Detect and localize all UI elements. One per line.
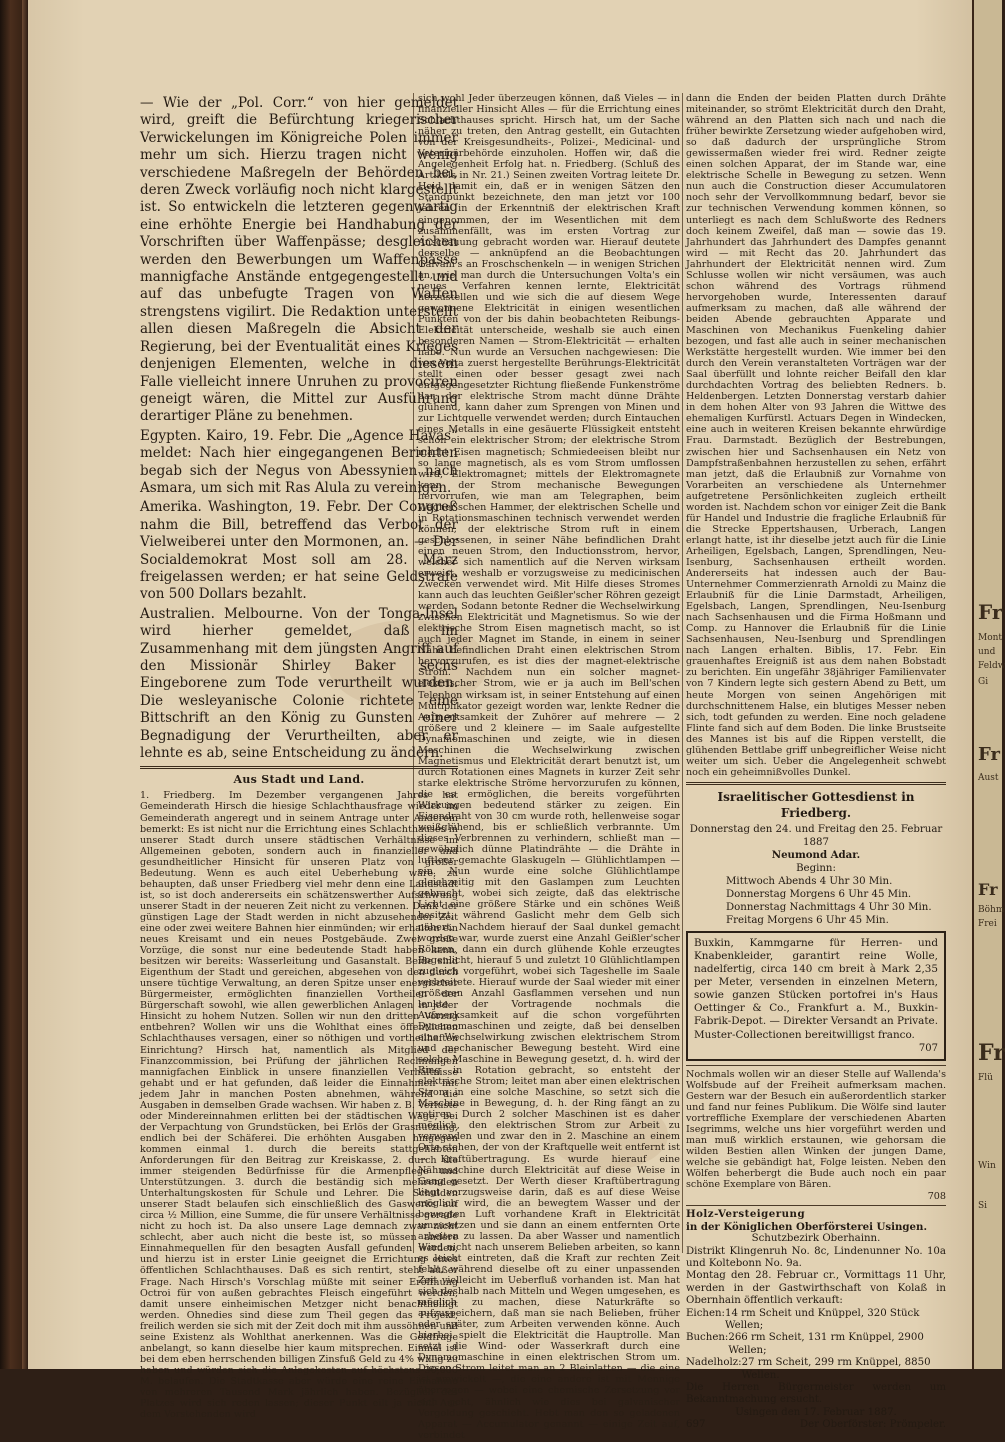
wood-name: Eichen: bbox=[686, 1307, 725, 1319]
edge-fragment: Fr bbox=[978, 600, 1003, 624]
auction-ref: 697 bbox=[686, 1419, 706, 1431]
notice-name: Neumond Adar. bbox=[771, 848, 861, 861]
advert-buxkin-text: Buxkin, Kammgarne für Herren- und Knabenkleider, garantirt reine Wolle, nadelfertig, circa 140 cm breit à Mark 2,35 per Meter, versenden in einzelnen Metern, sowie ganzen Stücken portofrei in's Haus Oettinger & Co., Frankfurt a. M., Buxkin-Fabrik-Depot. — Direkter Versandt an Private. Muster-Collectionen bereitwilligst franco. bbox=[694, 936, 938, 1041]
auction-date: Usingen den 17. Februar 1887. bbox=[735, 1406, 897, 1418]
edge-fragment: Feldw bbox=[978, 661, 1005, 671]
notice-time: Donnerstag Morgens 6 Uhr 45 Min. bbox=[726, 888, 912, 900]
next-page-edge bbox=[972, 0, 1005, 1369]
article-america: Amerika. Washington, 19. Febr. Der Congreß nahm die Bill, betreffend das Verbot der Vielweiberei unter den Mormonen, an. — Der Socialdemokrat Most soll am 28. März freigelassen werden; er hat seine Geldstrafe von 500 Dollars bezahlt. bbox=[140, 499, 458, 603]
notice-time: Mittwoch Abends 4 Uhr 30 Min. bbox=[726, 875, 893, 887]
edge-fragment: Mont bbox=[978, 633, 1003, 643]
worship-notice bbox=[686, 789, 946, 927]
edge-fragment: Böhm bbox=[978, 905, 1005, 915]
edge-fragment: Fr bbox=[978, 744, 1000, 765]
auction-footer bbox=[686, 1419, 946, 1431]
advert-ref: 707 bbox=[918, 1042, 938, 1054]
notice-time: Donnerstag Nachmittags 4 Uhr 30 Min. bbox=[726, 901, 932, 913]
notice-title: Israelitischer Gottesdienst in Friedberg. bbox=[717, 789, 915, 820]
wood-amount: 27 rm Scheit, 299 rm Knüppel, 8850 Wellen. bbox=[741, 1357, 931, 1381]
auction-title: Holz-Versteigerung bbox=[686, 1208, 806, 1221]
edge-fragment: Win bbox=[978, 1161, 996, 1171]
notice-divider bbox=[686, 782, 946, 785]
article-poland: — Wie der „Pol. Corr.“ von hier gemeldet wird, greift die Befürchtung kriegerischer Verwickelungen im Königreiche Polen immer mehr um sich. Hierzu tragen nicht wenig verschiedene Maßregeln der Behörden bei, deren Zweck vorläufig noch nicht klargestellt ist. So entwickeln die letzteren gegenwärtig eine erhöhte Energie bei Handhabung der Vorschriften über Waffenpässe; desgleichen werden den Bewerbungen um Waffenpässe mannigfache Anstände entgegengestellt und auf das unbefugte Tragen von Waffen strengstens vigilirt. Die Redaktion unterstellt allen diesen Maßregeln die Absicht der Regierung, bei der Eventualität eines Krieges denjenigen Elementen, welche in diesem Falle vielleicht innere Unruhen zu provociren geneigt wären, die Mittel zur Ausführung derartiger Pläne zu benehmen. bbox=[140, 95, 458, 425]
wood-amount: 14 rm Scheit und Knüppel, 320 Stück Wellen; bbox=[724, 1307, 920, 1331]
wood-name: Nadelholz: bbox=[686, 1357, 742, 1369]
wood-name: Buchen: bbox=[686, 1332, 729, 1344]
edge-fragment: Gi bbox=[978, 677, 989, 687]
advert-wolfsbude bbox=[686, 1065, 946, 1207]
edge-fragment: Aust bbox=[978, 773, 999, 783]
section-title: Aus Stadt und Land. bbox=[233, 773, 365, 787]
auction-wood-row bbox=[686, 1332, 946, 1357]
article-friedberg-schlachthaus: 1. Friedberg. Im Dezember vergangenen Jahres hat Gemeinderath Hirsch die hiesige Schlachthausfrage wieder im Gemeinderath angeregt und in seinem Antrage unter Anderem bemerkt: Es ist nicht nur die Errichtung eines Schlachthauses in unserer Stadt durch unsere städtischen Verhältnisse im Allgemeinen geboten, sondern auch in finanzieller und gesundheitlicher Hinsicht für unseren Platz von großer Bedeutung. Wenn es auch eitel Ueberhebung wäre, zu behaupten, daß unser Friedberg viel mehr denn eine Landstadt ist, so ist doch andererseits ein schätzenswerther Aufschwung unserer Stadt in der neueren Zeit nicht zu verkennen. Dank der günstigen Lage der Stadt werden in nicht abzusehender Zeit eine oder zwei weitere Bahnen hier einmünden; wir erhalten ein neues Kreisamt und ein neues Postgebäude. Zwei große Vorzüge, die sonst nur eine bedeutende Stadt haben kann, besitzen wir bereits: Wasserleitung und Gasanstalt. Beide sind Eigenthum der Stadt und gereichen, abgesehen von den durch unsere tüchtige Verwaltung, an deren Spitze unser energischer Bürgermeister, ermöglichten finanziellen Vortheilen der Bürgerschaft sowohl, wie allen gewerblichen Anlagen in jeder Hinsicht zu hohem Nutzen. Sollen wir nun den dritten Vorzug entbehren? Wollen wir uns die Wohlthat eines öffentlichen Schlachthauses versagen, einer so nöthigen und vortheilhaften Einrichtung? Hirsch hat, namentlich als Mitglied der Finanzcommission, bei Prüfung der jährlichen Rechnungen mannigfachen Einblick in unsere finanziellen Verhältnisse gehabt und er hat gefunden, daß leider die Einnahmen mit jedem Jahr in manchen Posten abnehmen, während die Ausgaben in demselben Grade wachsen. Wir haben z. B. Verluste oder Mindereinnahmen erlitten bei der städtischen Wage, bei der Verpachtung von Grundstücken, bei Erlös der Grasnutzung, endlich bei der Schäferei. Die erhöhten Ausgaben hingegen kommen einmal 1. durch die bereits stattgehabten Anforderungen für den Beitrag zur Kreiskasse, 2. durch die immer steigenden Bedürfnisse für die Armenpflege und Unterstützungen. 3. durch die beständig sich mehrenden Unterhaltungskosten für Schule und Lehrer. Die Schulden unserer Stadt belaufen sich einschließlich des Gaswerks auf circa ½ Million, eine Summe, die für unsere Verhältnisse gerade nicht zu hoch ist. Da also unsere Lage demnach zwar nicht schlecht, aber auch nicht die beste ist, so müssen andere Einnahmequellen für den besagten Ausfall gefunden werden, und hierzu ist in erster Linie geeignet die Errichtung eines öffentlichen Schlachthauses. Daß es sich rentirt, steht außer Frage. Nach Hirsch's Vorschlag müßte mit seiner Eröffnung Octroi für von außen gebrachtes Fleisch eingeführt werden, damit unsere einheimischen Metzger nicht benachtheiligt werden. Ohnedies sind diese zum Theil gegen das Projekt, freilich werden sie sich mit der Zeit doch mit ihm aussöhnen und seine Existenz als Wohlthat anerkennen. Was die Geldfrage anbelangt, so kann dieselbe hier kaum mitsprechen. Einmal ist bei dem eben herrschenden billigen Zinsfuß Geld zu 4% willig zu haben und würden sich die Anlagekosten auf höchstens 30,000 M. belaufen. Die Stadtkasse aber würde eine reine Einnahme von mehreren Tausend Mark jährlich haben. Bezüglich des Platzes wird sich reden lassen; dieser Punkt eilt ja nicht. Aus dem Vorstehenden wird bbox=[140, 790, 458, 1421]
edge-fragment: Fr bbox=[978, 880, 998, 899]
column-left bbox=[140, 95, 458, 1421]
advert-auction bbox=[686, 1208, 946, 1431]
article-australia: Australien. Melbourne. Von der Tonga-Insel wird hierher gemeldet, daß im Zusammenhang mit dem jüngsten Angriff auf den Missionär Shirley Baker sechs Eingeborene zum Tode verurtheilt wurden. Die wesleyanische Colonie richtete eine Bittschrift an den König zu Gunsten einer Begnadigung der Verurtheilten, aber er lehnte es ab, seine Entscheidung zu ändern. bbox=[140, 605, 458, 762]
notice-begin: Beginn: bbox=[796, 862, 836, 874]
column-right bbox=[686, 93, 946, 1432]
auction-signature: Der Oberförster: Prömpeler. bbox=[799, 1419, 946, 1431]
advert-wolfsbude-text: Nochmals wollen wir an dieser Stelle auf Wallenda's Wolfsbude auf der Freiheit aufmerksam machen. Gestern war der Besuch ein außerordentlich starker und fand nur feines Publikum. Die Wölfe sind lauter vortreffliche Exemplare der verschiedenen Abarten Isegrimms, welche uns hier vorgeführt werden und man muß wirklich erstaunen, wie gehorsam die wilden Bestien allen Winken der jungen Dame, welche sie gebändigt hat, Folge leisten. Neben den Wölfen beherbergt die Bude auch noch ein paar schöne Exemplare von Bären. bbox=[686, 1068, 946, 1191]
edge-fragment: Frei bbox=[978, 919, 997, 929]
notice-time: Freitag Morgens 6 Uhr 45 Min. bbox=[726, 914, 889, 926]
column-middle bbox=[418, 93, 680, 1442]
auction-subtitle: in der Königlichen Oberförsterei Usingen. bbox=[686, 1220, 927, 1233]
wood-amount: 266 rm Scheit, 131 rm Knüppel, 2900 Wellen; bbox=[728, 1332, 924, 1356]
edge-fragment: und bbox=[978, 647, 996, 657]
section-divider bbox=[140, 766, 458, 769]
edge-fragment: Flü bbox=[978, 1073, 993, 1083]
advert-ref: 708 bbox=[927, 1191, 946, 1203]
edge-fragment: Fr bbox=[978, 1040, 1005, 1066]
edge-fragment: Si bbox=[978, 1201, 988, 1211]
article-local-news: dann die Enden der beiden Platten durch Drähte miteinander, so strömt Elektricität durch den Draht, während an den Platten sich nach und nach die früher bewirkte Zersetzung wieder aufgehoben wird, so daß dadurch der ursprüngliche Strom gewissermaßen wieder frei wird. Redner zeigte einen solchen Apparat, der im Stande war, eine elektrische Schelle in Bewegung zu setzen. Wenn nun auch die Construction dieser Accumulatoren noch sehr der Vervollkommnung bedarf, bevor sie zur technischen Verwendung kommen können, so unterliegt es nach dem Schlußworte des Redners doch keinem Zweifel, daß man — sowie das 19. Jahrhundert das Jahrhundert des Dampfes genannt wird — mit Recht das 20. Jahrhundert das Jahrhundert der Elektricität nennen wird. Zum Schlusse wollen wir nicht versäumen, was auch schon während des Vortrags rühmend hervorgehoben wurde, Interessenten darauf aufmerksam zu machen, daß alle während der beiden Abende gebrauchten Apparate und Maschinen von Mechanikus Fuenkeling dahier bezogen, und fast alle auch in seiner mechanischen Werkstätte hergestellt wurden. Wie immer bei den durch den Verein veranstalteten Vorträgen war der Saal überfüllt und lohnte reicher Beifall den klar durchdachten Vortrag des beliebten Redners. b. Heldenbergen. Letzten Donnerstag verstarb dahier in dem hohen Alter von 93 Jahren die Wittwe des ehemaligen Kurfürstl. Actuars Degen in Windecken, eine auch in weiteren Kreisen bekannte ehrwürdige Frau. Darmstadt. Bezüglich der Bestrebungen, zwischen hier und Sachsenhausen ein Netz von Dampfstraßenbahnen herzustellen zu sehen, erfährt man jetzt, daß die Erlaubniß zur Vornahme von Vorarbeiten an verschiedene als Unternehmer aufgetretene Persönlichkeiten zugleich ertheilt worden ist. Nachdem schon vor einiger Zeit die Bank für Handel und Industrie die fragliche Erlaubniß für die Strecke Eppertshausen, Urberach, Langen erlangt hatte, ist ihr dieselbe jetzt auch für die Linie Arheiligen, Egelsbach, Langen, Sprendlingen, Neu-Isenburg, Sachsenhausen ertheilt worden. Andererseits hat indessen auch der Bau-Unternehmer Commerzienrath Arnoldi zu Mainz die Erlaubniß für die Linie Darmstadt, Arheiligen, Egelsbach, Langen, Sprendlingen, Neu-Isenburg nach Sachsenhausen und die Firma Hoßmann und Comp. zu Hannover die Erlaubniß für die Linie Sachsenhausen, Neu-Isenburg und Sprendlingen nach Langen erhalten. Biblis, 17. Febr. Ein grauenhaftes Ereigniß ist aus dem nahen Bobstadt zu berichten. Ein ungefähr 38jähriger Familienvater von 7 Kindern legte sich gestern Abend zu Bett, um heute Morgen von seinen Angehörigen mit durchschnittenem Halse, ein blutiges Messer neben sich, todt gefunden zu werden. Eine noch geladene Flinte fand sich auf dem Boden. Die linke Brustseite des Mannes ist bis auf die Rippen verstellt, die glühenden Bettlabe griff unbegreiflicher Weise nicht weiter um sich. Ueber die Angelegenheit schwebt noch ein geheimnißvolles Dunkel. bbox=[686, 93, 946, 778]
auction-wood-row bbox=[686, 1357, 946, 1382]
auction-wood-row bbox=[686, 1308, 946, 1333]
article-egypt: Egypten. Kairo, 19. Febr. Die „Agence Havas“ meldet: Nach hier eingegangenen Berichten begab sich der Negus von Abessynien nach Asmara, um sich mit Ras Alula zu vereinigen. bbox=[140, 427, 458, 496]
auction-line: Montag den 28. Februar cr., Vormittags 11 Uhr, werden in der Gastwirthschaft von Kolaß in Obernhain öffentlich verkauft: bbox=[686, 1270, 946, 1307]
column-rule bbox=[682, 93, 683, 1253]
auction-closing: Die Herren Bürgermeister werden um Bekanntmachung ersucht. bbox=[686, 1382, 946, 1406]
notice-dates: Donnerstag den 24. und Freitag den 25. Februar 1887 bbox=[689, 823, 943, 848]
auction-line: Distrikt Klingenruh No. 8c, Lindenunner No. 10a und Koltebonn No. 9a. bbox=[686, 1245, 946, 1269]
article-electricity-lecture: sich wohl Jeder überzeugen können, daß Vieles — in finanzieller Hinsicht Alles — für die Errichtung eines Schlachthauses spricht. Hirsch hat, um der Sache näher zu treten, den Antrag gestellt, ein Gutachten von der Kreisgesundheits-, Polizei-, Medicinal- und Veterinärbehörde einzuholen. Hoffen wir, daß die Angelegenheit Erfolg hat. n. Friedberg. (Schluß des Artikels in Nr. 21.) Seinen zweiten Vortrag leitete Dr. Heid damit ein, daß er in wenigen Sätzen den Standpunkt bezeichnete, den man jetzt vor 100 Jahren in der Erkenntniß der elektrischen Kraft eingenommen, der im Wesentlichen mit dem zusammenfällt, was im ersten Vortrag zur Anschauung gebracht worden war. Hierauf deutete derselbe — anknüpfend an die Beobachtungen Galvani's an Froschschenkeln — in wenigen Strichen an, wie man durch die Untersuchungen Volta's ein neues Verfahren kennen lernte, Elektricität herzustellen und wie sich die auf diesem Wege gewonnene Elektricität in einigen wesentlichen Punkten von der bis dahin beobachteten Reibungs-Elektricität unterscheide, weshalb sie auch einen besonderen Namen — Strom-Elektricität — erhalten habe. Nun wurde an Versuchen nachgewiesen: Die von Volta zuerst hergestellte Berührungs-Elektricität stellt einen oder besser gesagt zwei nach entgegengesetzter Richtung fließende Funkenströme dar; der elektrische Strom macht dünne Drähte glühend, kann daher zum Sprengen von Minen und zur Lichtquelle verwendet werden; durch Eintauchen eines Metalls in eine gesäuerte Flüssigkeit entsteht schon ein elektrischer Strom; der elektrische Strom macht Eisen magnetisch; Schmiedeeisen bleibt nur so lange magnetisch, als es vom Strom umflossen wird, Elektromagnet; mittels der Elektromagnete kann der Strom mechanische Bewegungen hervorrufen, wie man am Telegraphen, beim Wagner'schen Hammer, der elektrischen Schelle und in Rotationsmaschinen technisch verwendet werden können; der elektrische Strom ruft in einem geschlossenen, in seiner Nähe befindlichen Draht einen neuen Strom, den Inductionsstrom, hervor, welcher sich namentlich auf die Nerven wirksam erweist, weshalb er vorzugsweise zu medicinischen Zwecken verwendet wird. Mit Hilfe dieses Stromes kann auch das leuchten Geißler'scher Röhren gezeigt werden. Sodann betonte Redner die Wechselwirkung zwischen Elektricität und Magnetismus. So wie der elektrische Strom Eisen magnetisch macht, so ist auch jeder Magnet im Stande, in einem in seiner Nähe befindlichen Draht einen elektrischen Strom hervorzurufen, es ist dies der magnet-elektrische Strom. Nachdem nun ein solcher magnet-elektrischer Strom, wie er ja auch im Bell'schen Telephon wirksam ist, in seiner Entstehung auf einen Multiplikator gezeigt worden war, lenkte Redner die Aufmerksamkeit der Zuhörer auf mehrere — 2 größere und 2 kleinere — im Saale aufgestellte Dynamomaschinen und zeigte, wie in diesen Maschinen die Wechselwirkung zwischen Magnetismus und Elektricität derart benutzt ist, um durch Rotationen eines Magnets in kurzer Zeit sehr starke elektrische Ströme hervorzurufen zu können, die es ermöglichen, die bereits vorgeführten Wirkungen bedeutend stärker zu zeigen. Ein Eisendraht von 30 cm wurde roth, hellenweise sogar weißglühend, bis er schließlich verbrannte. Um dieses Verbrennen zu verhindern, schließt man — gewöhnlich dünne Platindrähte — die Drähte in luftleer gemachte Glaskugeln — Glühlichtlampen — ein. Nun wurde eine solche Glühlichtlampe gleichzeitig mit den Gaslampen zum Leuchten gebracht, wobei sich zeigte, daß das elektrische Licht eine größere Stärke und ein schönes Weiß besitzt, während Gaslicht mehr dem Gelb sich nähert. Nachdem hierauf der Saal dunkel gemacht worden war, wurde zuerst eine Anzahl Geißler'scher Röhren, dann ein durch glühende Kohle erzeugtes Bogenlicht, hierauf 5 und zuletzt 10 Glühlichtlampen zugleich vorgeführt, wobei sich Tageshelle im Saale verbreitete. Hierauf wurde der Saal wieder mit einer größeren Anzahl Gasflammen versehen und nun lenkte der Vortragende nochmals die Aufmerksamkeit auf die schon vorgeführten Dynamomaschinen und zeigte, daß bei denselben eine Wechselwirkung zwischen elektrischem Strom und mechanischer Bewegung besteht. Wird eine solche Maschine in Bewegung gesetzt, d. h. wird der Ring in Rotation gebracht, so entsteht der elektrische Strom; leitet man aber einen elektrischen Strom in eine solche Maschine, so setzt sich die Maschine in Bewegung, d. h. der Ring fängt an zu rotiren. Durch 2 solcher Maschinen ist es daher möglich, den elektrischen Strom zur Arbeit zu verwenden und zwar den in 2. Maschine an einem Orte stehen, der von der Kraftquelle weit entfernt ist — Kraftübertragung. Es wurde hierauf eine Nähmaschine durch Elektricität auf diese Weise in Gang gesetzt. Der Werth dieser Kraftübertragung liegt vorzugsweise darin, daß es auf diese Weise möglich wird, die an bewegtem Wasser und der bewegten Luft vorhandene Kraft in Elektricität umzusetzen und sie dann an einem entfernten Orte arbeiten zu lassen. Da aber Wasser und namentlich Wind nicht nach unserem Belieben arbeiten, so kann es leicht eintreten, daß die Kraft zur rechten Zeit fehlt, während dieselbe oft zu einer unpassenden Zeit vielleicht im Ueberfluß vorhanden ist. Man hat sich deshalb nach Mitteln und Wegen umgesehen, es möglich zu machen, diese Naturkräfte so aufzuspeichern, daß man sie nach Belieben, früher oder später, zum Arbeiten verwenden könne. Auch hierbei spielt die Elektricität die Hauptrolle. Man setzt die Wind- oder Wasserkraft durch eine Dynamomaschine in einen elektrischen Strom um. Diesen Strom leitet man an 2 Bleiplatten — die eine ist umwickelt —, die eine andere ist mit Mennige überzogen — wobei eine chemische Zersetzung vor sich geht, ähnlich wie dies bei galvanischer Vergoldung geschieht. Hebt man den so geladenen Apparat — Accumulator genannt — einige Zeit auf, verbindet bbox=[418, 93, 680, 1441]
auction-district: Schutzbezirk Oberhainn. bbox=[751, 1233, 881, 1245]
advert-buxkin bbox=[686, 931, 946, 1061]
